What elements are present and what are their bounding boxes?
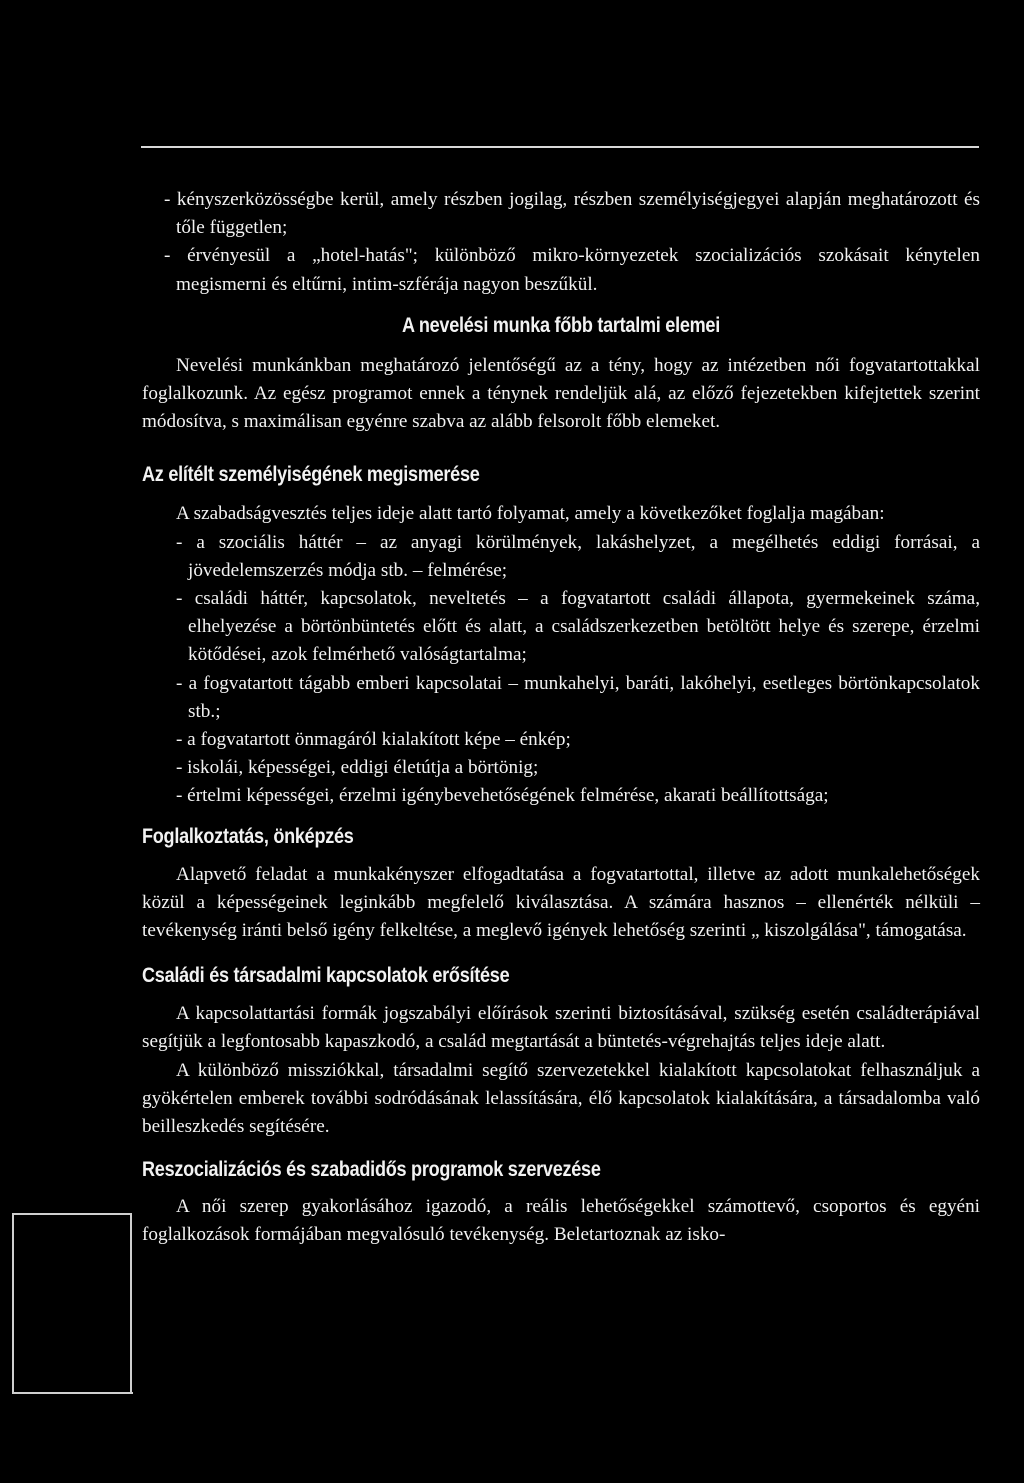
list-item: - családi háttér, kapcsolatok, neveltetés – a fogvatartott családi állapota, gyermekeinek száma, elhelyezése a börtönbüntetés előtt és alatt, a családszerkezetben betöltött helye és szerepe, érzelmi kötődései, azok felmérhető valóságtartalma; (176, 588, 980, 666)
section-heading-kapcsolatok: Családi és társadalmi kapcsolatok erősítése (142, 964, 510, 988)
margin-box-underline (12, 1392, 133, 1394)
list-item: - a fogvatartott önmagáról kialakított képe – énkép; (176, 729, 571, 751)
section-heading-foglalkoztatas: Foglalkoztatás, önképzés (142, 824, 354, 848)
section-heading-reszocializacio: Reszocializációs és szabadidős programok szervezése (142, 1158, 601, 1182)
intro-item-2: - érvényesül a „hotel-hatás"; különböző mikro-környezetek szocializációs szokásait kénytelen megismerni és eltűrni, intim-szférája nagyon beszűkül. (164, 245, 980, 295)
page-content (142, 186, 980, 1250)
list-item: - a fogvatartott tágabb emberi kapcsolatai – munkahelyi, baráti, lakóhelyi, esetleges börtönkapcsolatok stb.; (176, 672, 980, 722)
section-paragraph-reszocializacio: A női szerep gyakorlásához igazodó, a reális lehetőségekkel számottevő, csoportos és egyéni foglalkozások formájában megvalósuló tevékenység. Beletartoznak az isko- (142, 1196, 980, 1246)
section-heading-nevelesi: A nevelési munka főbb tartalmi elemei (401, 313, 720, 337)
section-paragraph-foglalkoztatas: Alapvető feladat a munkakényszer elfogadtatása a fogvatartottal, illetve az adott munkalehetőségek közül a képességeinek leginkább megfelelő kiválasztása. A számára hasznos – ellenérték nélküli – tevékenység iránti belső igény felkeltése, a meglevő igények lehetőség szerinti „ kiszolgálása", támogatása. (142, 863, 980, 942)
margin-box (12, 1213, 132, 1394)
list-item: - értelmi képességei, érzelmi igénybevehetőségének felmérése, akarati beállítottsága; (176, 785, 829, 807)
section-paragraph-nevelesi: Nevelési munkánkban meghatározó jelentőségű az a tény, hogy az intézetben női fogvatartottakkal foglalkozunk. Az egész programot ennek a ténynek rendeljük alá, az előző fejezetekben kifejtettek szerint módosítva, s maximálisan egyénre szabva az alább felsorolt főbb elemeket. (142, 354, 980, 433)
top-rule (141, 146, 979, 148)
section-paragraph-megismerese: A szabadságvesztés teljes ideje alatt tartó folyamat, amely a következőket foglalja magában: (176, 503, 885, 525)
section-heading-megismerese: Az elítélt személyiségének megismerése (142, 463, 480, 487)
intro-item-1: - kényszerközösségbe kerül, amely részben jogilag, részben személyiségjegyei alapján meghatározott és tőle független; (164, 189, 980, 239)
section-paragraph-kapcsolatok-1: A kapcsolattartási formák jogszabályi előírások szerinti biztosításával, szükség esetén családterápiával segítjük a legfontosabb kapaszkodó, a család megtartását a büntetés-végrehajtás teljes ideje alatt. (142, 1003, 980, 1053)
list-item: - a szociális háttér – az anyagi körülmények, lakáshelyzet, a megélhetés eddigi forrásai, a jövedelemszerzés módja stb. – felmérése; (176, 531, 980, 581)
section-paragraph-kapcsolatok-2: A különböző missziókkal, társadalmi segítő szervezetekkel kialakított kapcsolatokat felhasználjuk a gyökértelen emberek további sodródásának lelassítására, élő kapcsolatok kialakítására, a társadalomba való beilleszkedés segítésére. (142, 1059, 980, 1138)
list-item: - iskolái, képességei, eddigi életútja a börtönig; (176, 757, 539, 779)
